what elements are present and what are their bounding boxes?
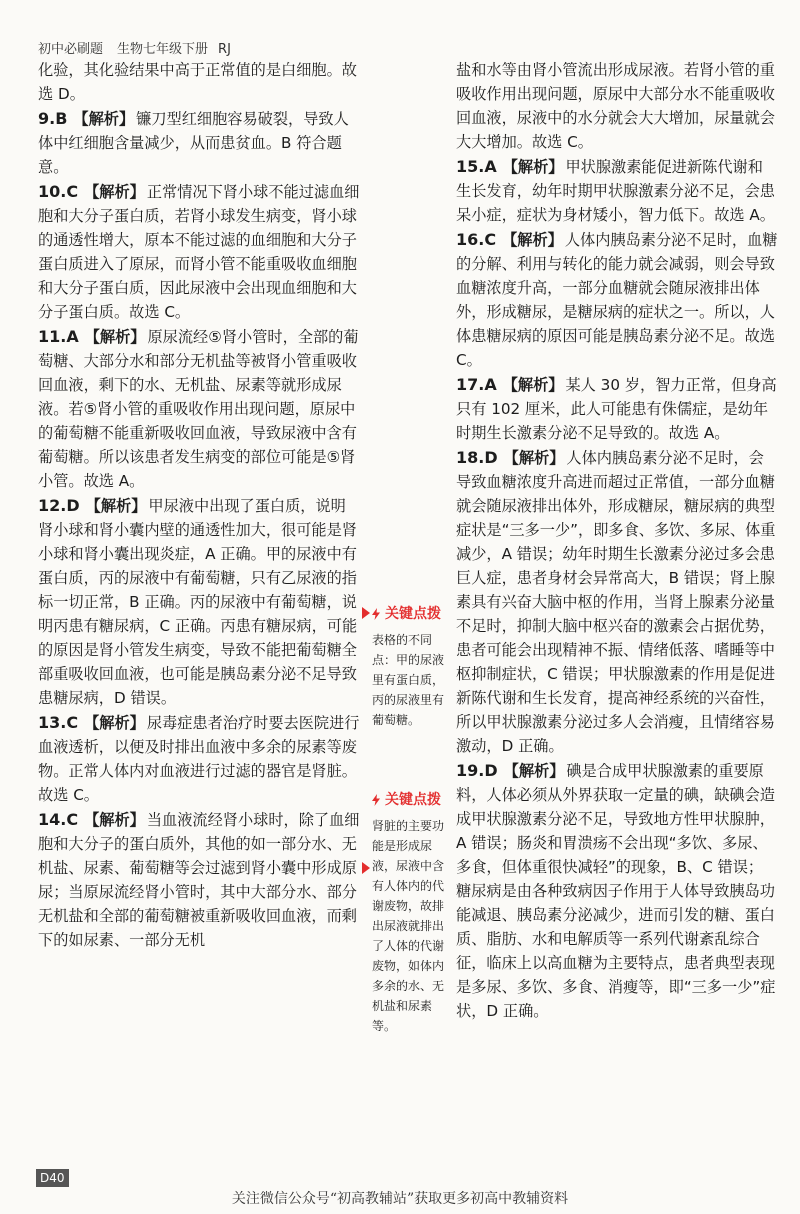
analysis-tag: 【解析】 (84, 811, 145, 829)
question-number: 12. (38, 496, 67, 515)
page-number: D40 (36, 1169, 69, 1187)
right-continuation: 盐和水等由肾小管流出形成尿液。若肾小管的重吸收作用出现问题，原尿中大部分水不能重吸收回血液，尿液中的水分就会大大增加，尿量就会大大增加。故选 C。 (456, 61, 775, 151)
answer-letter: C (66, 182, 79, 201)
question-number: 9. (38, 109, 56, 128)
question-number: 11. (38, 327, 67, 346)
answer-letter: D (66, 496, 80, 515)
side-note-title: 关键点拨 (370, 604, 450, 624)
answer-item-16 (456, 228, 778, 372)
analysis-text: 甲尿液中出现了蛋白质，说明肾小球和肾小囊内壁的通透性加大，很可能是肾小球和肾小囊出现炎症，A 正确。甲的尿液中有蛋白质，丙的尿液中有葡萄糖，只有乙尿液的指标一切正常，B 正确。丙的尿液中有葡萄糖，说明丙患有糖尿病，C 正确。丙患有糖尿病，可能的原因是肾小管发生病变，导致不能把葡萄糖全部重吸收回血液，也可能是胰岛素分泌不足导致患糖尿病，D 错误。 (38, 497, 358, 707)
side-note-2 (370, 790, 450, 1036)
footer-note: 关注微信公众号“初高教辅站”获取更多初高中教辅资料 (231, 1191, 569, 1207)
answer-letter: A (484, 157, 497, 176)
question-number: 13. (38, 713, 67, 732)
side-note-1 (370, 604, 450, 730)
analysis-text: 当血液流经肾小球时，除了血细胞和大分子的蛋白质外，其他的如一部分水、无机盐、尿素、葡萄糖等会过滤到肾小囊中形成原尿；当原尿流经肾小管时，其中大部分水、部分无机盐和全部的葡萄糖被重新吸收回血液，而剩下的如尿素、一部分无机 (38, 811, 360, 949)
question-number: 17. (456, 375, 485, 394)
analysis-tag: 【解析】 (84, 183, 145, 201)
question-number: 19. (456, 761, 485, 780)
question-number: 15. (456, 157, 485, 176)
analysis-tag: 【解析】 (502, 376, 564, 394)
analysis-text: 原尿流经⑤肾小管时，全部的葡萄糖、大部分水和部分无机盐等被肾小管重吸收回血液，剩下的水、无机盐、尿素等就形成尿液。若⑤肾小管的重吸收作用出现问题，原尿中的葡萄糖不能重新吸收回血液，导致尿液中含有葡萄糖。所以该患者发生病变的部位可能是⑤肾小管。故选 A。 (38, 328, 359, 490)
page-header (38, 38, 231, 57)
answer-item-14 (38, 808, 360, 952)
question-number: 16. (456, 230, 485, 249)
answer-item-11 (38, 325, 360, 493)
answer-item-12 (38, 494, 360, 710)
answer-letter: C (66, 810, 79, 829)
analysis-text: 人体内胰岛素分泌不足时，血糖的分解、利用与转化的能力就会减弱，则会导致血糖浓度升高，一部分血糖就会随尿液排出体外，形成糖尿，是糖尿病的症状之一。所以，人体患糖尿病的原因可能是胰岛素分泌不足。故选 C。 (456, 231, 778, 369)
callout-arrow (362, 862, 370, 874)
analysis-tag: 【解析】 (84, 714, 145, 732)
left-column (38, 58, 360, 953)
lightning-icon (370, 794, 382, 806)
answer-item-9 (38, 107, 360, 179)
answer-item-10 (38, 180, 360, 324)
subject-title: 生物七年级下册 (117, 42, 209, 57)
analysis-text: 镰刀型红细胞容易破裂，导致人体中红细胞含量减少，从而患贫血。B 符合题意。 (38, 110, 349, 176)
answer-item-13 (38, 711, 360, 807)
answer-item-18 (456, 446, 778, 758)
book-title: 初中必刷题 (38, 42, 104, 57)
side-note-text: 表格的不同点：甲的尿液里有蛋白质，丙的尿液里有葡萄糖。 (372, 633, 445, 727)
answer-letter: D (484, 761, 498, 780)
analysis-tag: 【解析】 (73, 110, 135, 128)
analysis-text: 某人 30 岁，智力正常，但身高只有 102 厘米，此人可能患有侏儒症，是幼年时期生长激素分泌不足导致的。故选 A。 (456, 376, 777, 442)
answer-letter: B (55, 109, 68, 128)
answer-letter: D (484, 448, 498, 467)
analysis-text: 尿毒症患者治疗时要去医院进行血液透析，以便及时排出血液中多余的尿素等废物。正常人体内对血液进行过滤的器官是肾脏。故选 C。 (38, 714, 360, 804)
analysis-text: 甲状腺激素能促进新陈代谢和生长发育，幼年时期甲状腺激素分泌不足，会患呆小症，症状为身材矮小，智力低下。故选 A。 (456, 158, 775, 224)
analysis-text: 碘是合成甲状腺激素的重要原料，人体必须从外界获取一定量的碘，缺碘会造成甲状腺激素分泌不足，导致地方性甲状腺肿，A 错误；肠炎和胃溃疡不会出现“多饮、多尿、多食，但体重很快减轻”的现象，B、C 错误；糖尿病是由各种致病因子作用于人体导致胰岛功能减退、胰岛素分泌减少，进而引发的糖、蛋白质、脂肪、水和电解质等一系列代谢紊乱综合征，临床上以高血糖为主要特点，患者典型表现是多尿、多饮、多食、消瘦等，即“三多一少”症状，D 正确。 (456, 762, 776, 1020)
answer-item-17 (456, 373, 778, 445)
analysis-tag: 【解析】 (502, 158, 564, 176)
analysis-text: 人体内胰岛素分泌不足时，会导致血糖浓度升高进而超过正常值，一部分血糖就会随尿液排出体外，形成糖尿，糖尿病的典型症状是“三多一少”，即多食、多饮、多尿、体重减少，A 错误；幼年时期生长激素分泌过多会患巨人症，患者身材会异常高大，B 错误；肾上腺素具有兴奋大脑中枢的作用，当肾上腺素分泌量不足时，抑制大脑中枢兴奋的激素会占据优势，患者可能会出现精神不振、情绪低落、嗜睡等中枢抑制症状，C 错误；甲状腺激素的作用是促进新陈代谢和生长发育，提高神经系统的兴奋性，所以甲状腺激素分泌过多人会消瘦，且情绪容易激动，D 正确。 (456, 449, 776, 755)
analysis-tag: 【解析】 (85, 497, 147, 515)
edition-label: RJ (218, 42, 231, 57)
answer-letter: C (484, 230, 497, 249)
callout-arrow (362, 607, 370, 619)
question-number: 10. (38, 182, 67, 201)
analysis-tag: 【解析】 (503, 762, 565, 780)
lightning-icon (370, 608, 382, 620)
side-note-text: 肾脏的主要功能是形成尿液，尿液中含有人体内的代谢废物，故排出尿液就排出了人体的代谢废物，如体内多余的水、无机盐和尿素等。 (372, 819, 445, 1033)
answer-letter: A (66, 327, 79, 346)
analysis-tag: 【解析】 (84, 328, 146, 346)
answer-item-19 (456, 759, 778, 1023)
right-column (456, 58, 778, 1024)
answer-item-15 (456, 155, 778, 227)
question-number: 14. (38, 810, 67, 829)
side-note-title: 关键点拨 (370, 790, 450, 810)
answer-letter: A (484, 375, 497, 394)
question-number: 18. (456, 448, 485, 467)
answer-letter: C (66, 713, 79, 732)
analysis-tag: 【解析】 (503, 449, 565, 467)
left-continuation: 化验，其化验结果中高于正常值的是白细胞。故选 D。 (38, 61, 357, 103)
analysis-text: 正常情况下肾小球不能过滤血细胞和大分子蛋白质，若肾小球发生病变，肾小球的通透性增大，原本不能过滤的血细胞和大分子蛋白质进入了原尿，而肾小管不能重吸收血细胞和大分子蛋白质，因此尿液中会出现血细胞和大分子蛋白质。故选 C。 (38, 183, 360, 321)
analysis-tag: 【解析】 (502, 231, 563, 249)
